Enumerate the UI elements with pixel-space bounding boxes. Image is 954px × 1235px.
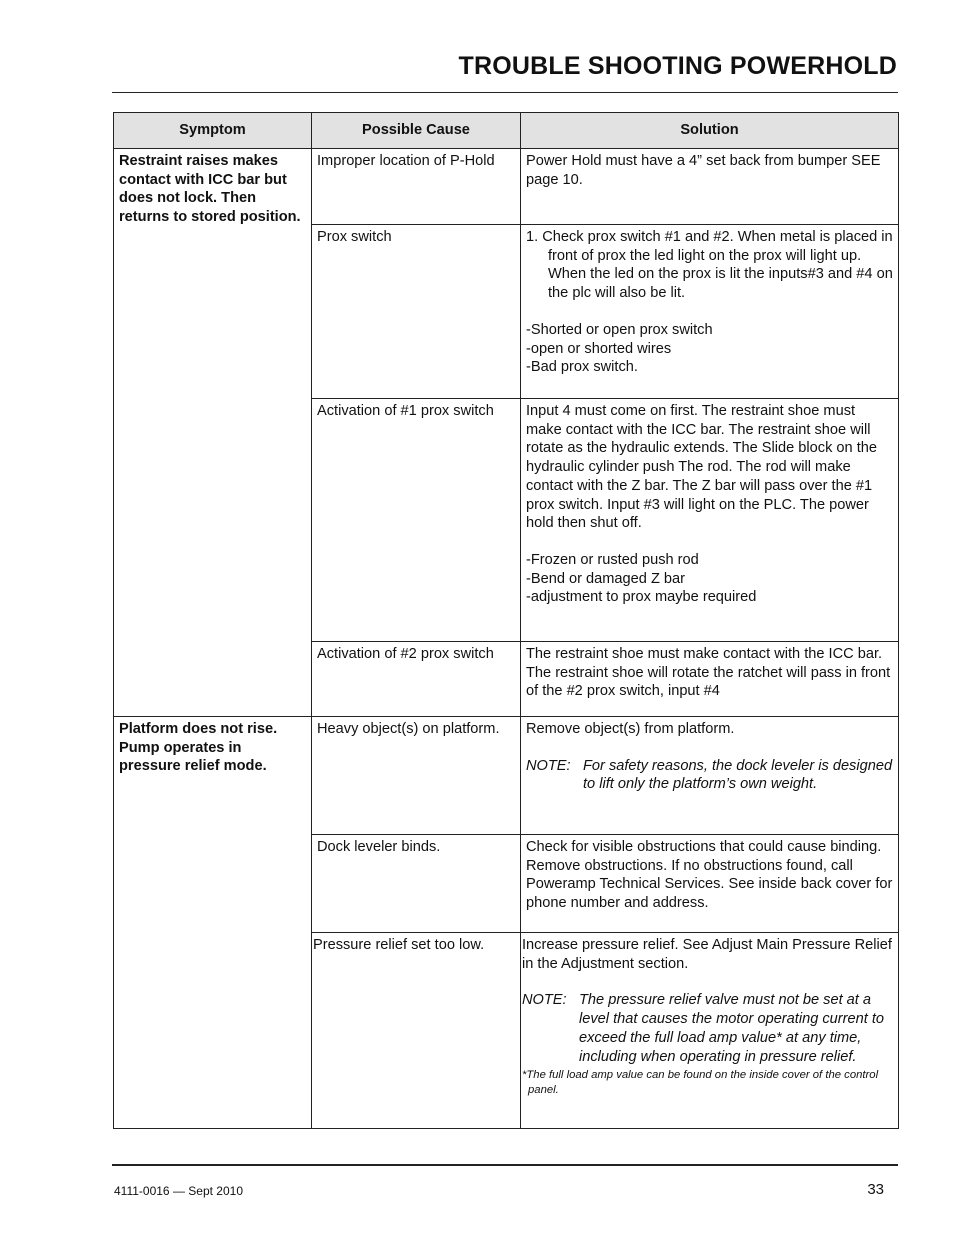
footer-rule (112, 1164, 898, 1166)
solution-note (526, 757, 893, 794)
cause-cell: Activation of #1 prox switch (312, 399, 521, 642)
cause-cell: Improper location of P-Hold (312, 149, 521, 225)
solution-line: -adjustment to prox maybe required (526, 589, 757, 606)
table-header-row (114, 113, 899, 149)
solution-note (522, 991, 893, 1066)
cause-cell (312, 933, 521, 1129)
solution-text: Power Hold must have a 4” set back from bumper SEE page 10. (526, 153, 881, 188)
column-header-symptom: Symptom (114, 113, 312, 149)
note-text: For safety reasons, the dock leveler is designed to lift only the platform’s own weight. (583, 757, 893, 793)
page-title: TROUBLE SHOOTING POWERHOLD (458, 52, 897, 80)
solution-line: -open or shorted wires (526, 340, 672, 357)
solution-cell (521, 149, 899, 225)
footnote: *The full load amp value can be found on the inside cover of the control panel. (522, 1069, 879, 1096)
note-text: The pressure relief valve must not be set at a level that causes the motor operating current to exceed the full load amp value* at any time, including when operating in pressure relief. (579, 992, 885, 1065)
solution-text: Increase pressure relief. See Adjust Main Pressure Relief in the Adjustment section. (522, 937, 892, 972)
column-header-possible-cause: Possible Cause (312, 113, 521, 149)
solution-cell (521, 399, 899, 642)
solution-cell (521, 835, 899, 933)
header-rule (112, 92, 898, 93)
solution-text: Check for visible obstructions that could cause binding. Remove obstructions. If no obstructions found, call Poweramp Technical Services. See inside back cover for phone number and address. (526, 839, 893, 912)
solution-cell (521, 642, 899, 717)
cause-cell: Dock leveler binds. (312, 835, 521, 933)
cause-cell: Activation of #2 prox switch (312, 642, 521, 717)
solution-text: The restraint shoe must make contact with the ICC bar. The restraint shoe will rotate the ratchet will pass in front of the #2 prox switch, input #4 (526, 646, 891, 700)
column-header-solution: Solution (521, 113, 899, 149)
solution-line: -Shorted or open prox switch (526, 321, 713, 338)
cause-text: Pressure relief set too low. (313, 937, 485, 953)
solution-line: -Bad prox switch. (526, 359, 638, 376)
cause-cell: Heavy object(s) on platform. (312, 717, 521, 835)
troubleshooting-table (113, 112, 899, 1129)
solution-cell (521, 225, 899, 399)
solution-line: -Bend or damaged Z bar (526, 570, 685, 587)
table-row (114, 717, 899, 835)
solution-text: Remove object(s) from platform. (526, 721, 735, 737)
page-number: 33 (867, 1181, 884, 1198)
solution-cell (521, 717, 899, 835)
symptom-cell: Platform does not rise. Pump operates in pressure relief mode. (114, 717, 312, 1129)
symptom-cell: Restraint raises makes contact with ICC bar but does not lock. Then returns to stored position. (114, 149, 312, 717)
note-label: NOTE: (522, 992, 567, 1009)
solution-text: Input 4 must come on first. The restraint shoe must make contact with the ICC bar. The restraint shoe will rotate as the hydraulic extends. The Slide block on the hydraulic cylinder push The rod. The rod will make contact with the Z bar. The Z bar will pass over the #1 prox switch. Input #3 will light on the PLC. The power hold then shut off. (526, 403, 878, 532)
solution-cell (521, 933, 899, 1129)
solution-numbered-item: 1. Check prox switch #1 and #2. When metal is placed in front of prox the led light on the prox will light up. When the led on the prox is lit the inputs#3 and #4 on the plc will also be lit. (526, 229, 893, 302)
solution-line: -Frozen or rusted push rod (526, 551, 699, 568)
cause-cell: Prox switch (312, 225, 521, 399)
note-label: NOTE: (526, 757, 571, 774)
table-row (114, 149, 899, 225)
document-number: 4111-0016 — Sept 2010 (114, 1184, 243, 1198)
